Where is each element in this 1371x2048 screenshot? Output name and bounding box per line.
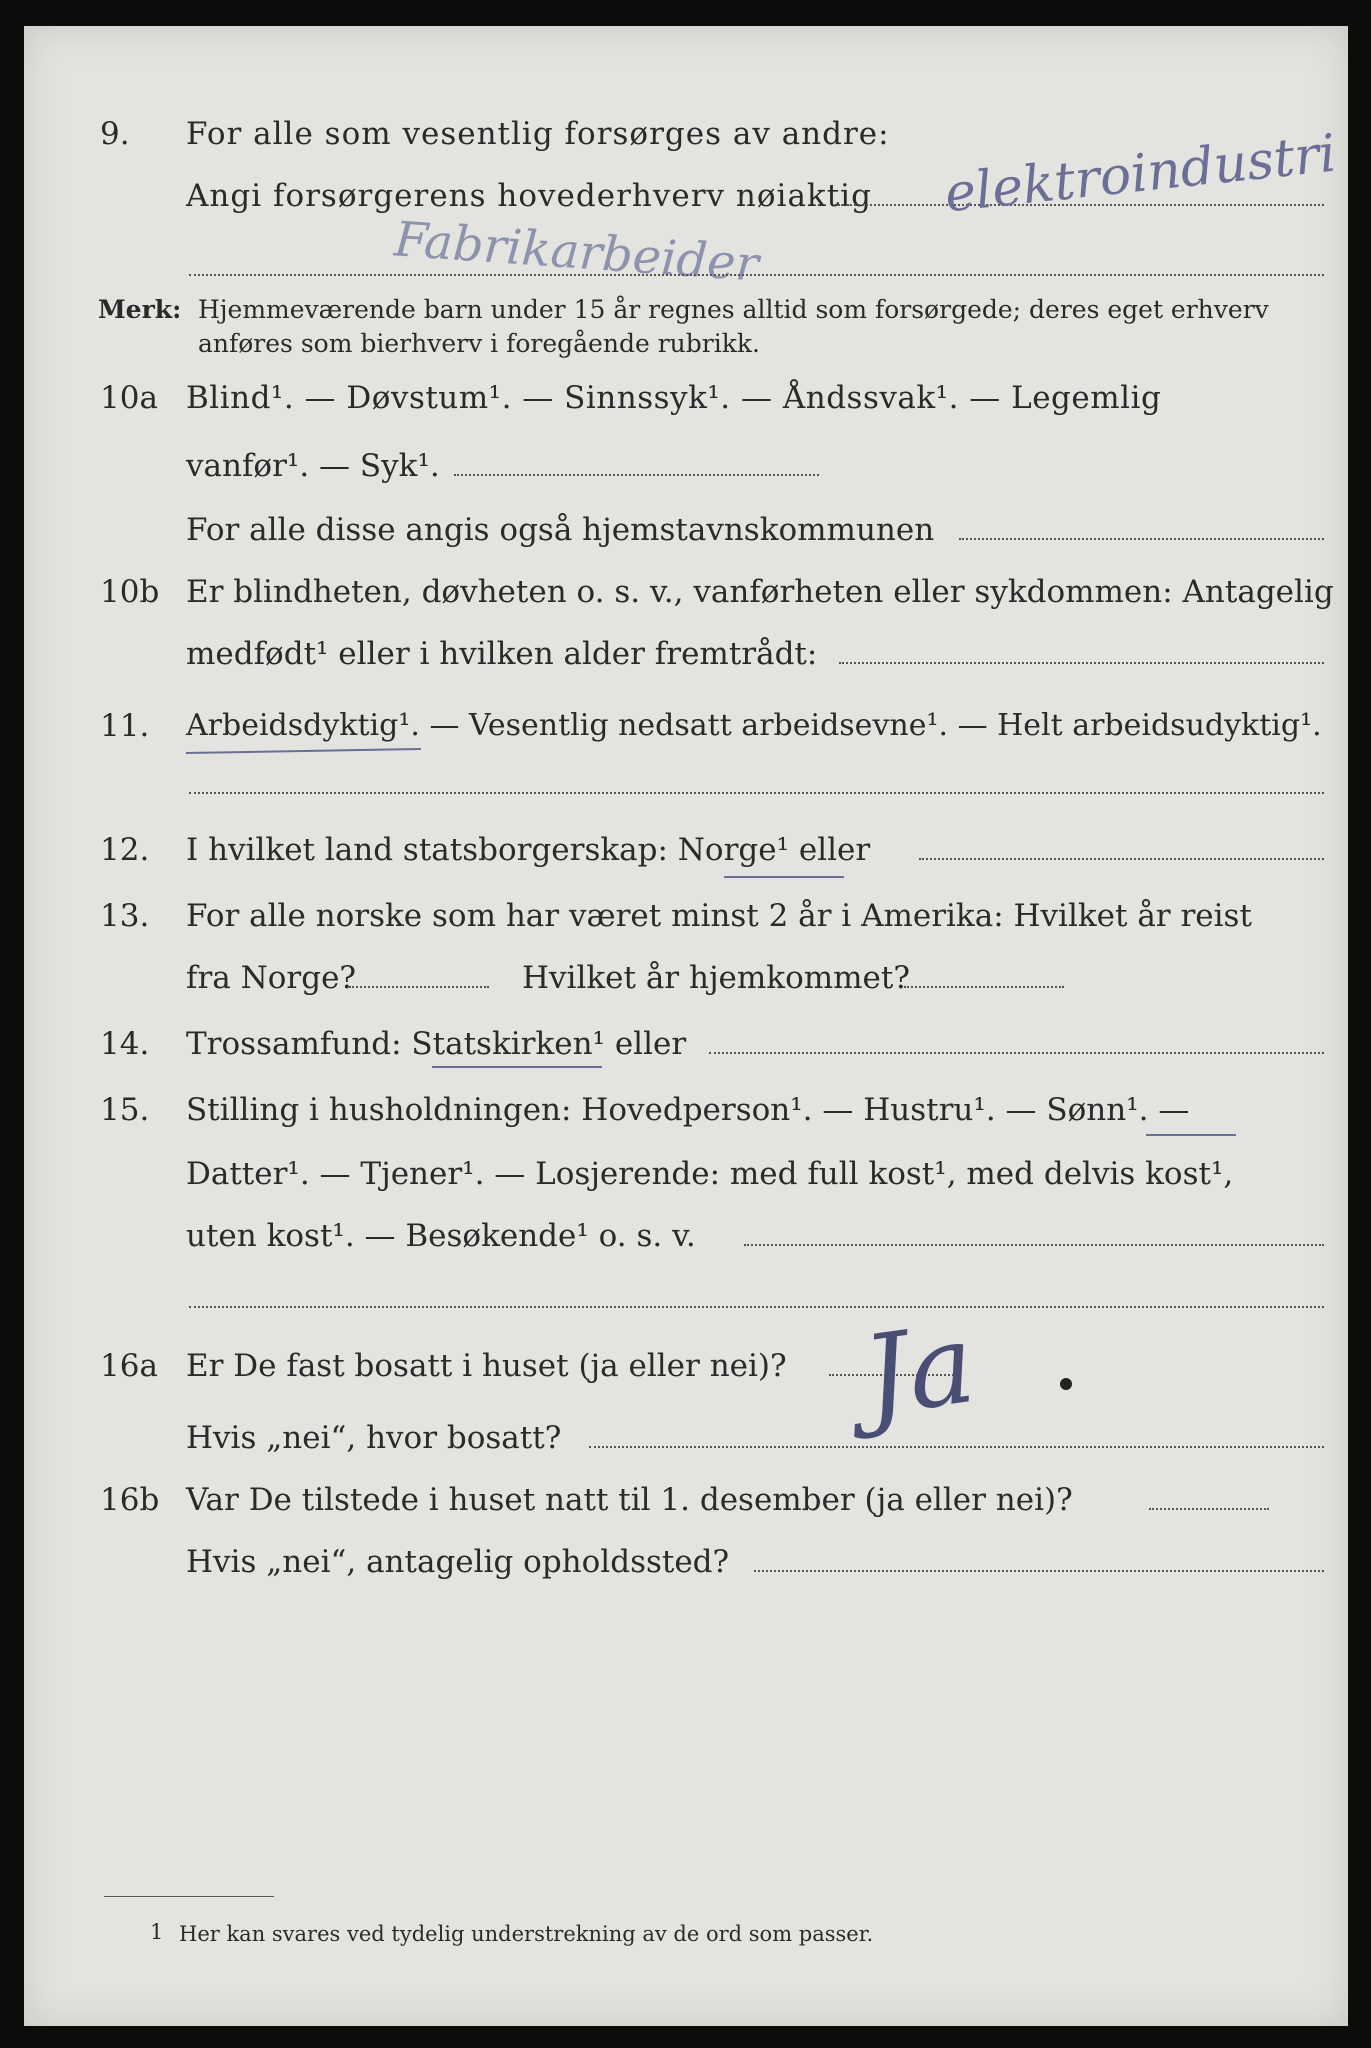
merk-text1: Hjemmeværende barn under 15 år regnes alltid som forsørgede; deres eget erhverv — [198, 295, 1269, 324]
q10a-syk-dots — [454, 474, 819, 476]
q16a-handwritten-answer: Ja — [855, 1298, 983, 1442]
q11-hand-underline — [186, 748, 421, 754]
q16a-text1: Er De fast bosatt i huset (ja eller nei)? — [186, 1348, 787, 1384]
q9-text1: For alle som vesentlig forsørges av andre: — [186, 116, 890, 152]
q11-number: 11. — [100, 708, 150, 744]
q10a-number: 10a — [100, 380, 158, 416]
footnote-text: Her kan svares ved tydelig understrekning av de ord som passer. — [179, 1922, 874, 1946]
q10a-hjemstav-dots — [959, 538, 1324, 540]
q16b-text1: Var De tilstede i huset natt til 1. desember (ja eller nei)? — [186, 1482, 1073, 1518]
q15-dots — [744, 1244, 1324, 1246]
q9-handwritten-answer2: Fabrikarbeider — [392, 211, 761, 293]
q12-text1: I hvilket land statsborgerskap: Norge¹ eller — [186, 832, 871, 868]
q13-text2b: Hvilket år hjemkommet? — [522, 960, 910, 996]
q16a-bosatt-dots — [589, 1446, 1324, 1448]
merk-label: Merk: — [98, 295, 182, 324]
q10b-text1: Er blindheten, døvheten o. s. v., vanførheten eller sykdommen: Antagelig — [186, 574, 1334, 610]
q14-number: 14. — [100, 1026, 150, 1062]
merk-text2: anføres som bierhverv i foregående rubrikk. — [198, 329, 760, 358]
q10b-number: 10b — [100, 574, 160, 610]
census-form-page — [24, 26, 1348, 2026]
q13-text1: For alle norske som har været minst 2 år i Amerika: Hvilket år reist — [186, 898, 1252, 934]
q15-number: 15. — [100, 1092, 150, 1128]
q11-text1: Arbeidsdyktig¹. — Vesentlig nedsatt arbeidsevne¹. — Helt arbeidsudyktig¹. — [186, 708, 1322, 743]
q9-second-dots — [189, 274, 1324, 276]
q12-hand-underline — [724, 876, 844, 878]
q10a-text2: vanfør¹. — Syk¹. — [186, 448, 440, 484]
footnote-rule — [104, 1896, 274, 1897]
q16b-number: 16b — [100, 1482, 160, 1518]
q15-hand-underline — [1146, 1134, 1236, 1136]
q15-text3: uten kost¹. — Besøkende¹ o. s. v. — [186, 1218, 696, 1254]
q12-dots — [919, 858, 1324, 860]
q10b-dots — [839, 662, 1324, 664]
q15-second-dots — [189, 1306, 1324, 1308]
q13-text2a: fra Norge? — [186, 960, 357, 996]
ink-dot — [1060, 1378, 1072, 1390]
footnote-mark: 1 — [150, 1920, 164, 1944]
q9-text2: Angi forsørgerens hovederhverv nøiaktig — [186, 178, 872, 214]
q16b-opholdssted-dots — [754, 1570, 1324, 1572]
q16b-dots — [1149, 1508, 1269, 1510]
q10a-text1: Blind¹. — Døvstum¹. — Sinnssyk¹. — Åndssvak¹. — Legemlig — [186, 380, 1162, 416]
q15-text2: Datter¹. — Tjener¹. — Losjerende: med full kost¹, med delvis kost¹, — [186, 1156, 1234, 1192]
q14-text1: Trossamfund: Statskirken¹ eller — [186, 1026, 687, 1062]
q10a-text3: For alle disse angis også hjemstavnskommunen — [186, 512, 935, 548]
q15-text1: Stilling i husholdningen: Hovedperson¹. — Hustru¹. — Sønn¹. — — [186, 1092, 1190, 1128]
q9-number: 9. — [100, 116, 130, 152]
q16b-text2: Hvis „nei“, antagelig opholdssted? — [186, 1544, 730, 1580]
q13-reist-dots — [349, 986, 489, 988]
q9-handwritten-answer1: elektroindustri — [941, 123, 1339, 225]
q12-number: 12. — [100, 832, 150, 868]
q16a-text2: Hvis „nei“, hvor bosatt? — [186, 1420, 562, 1456]
q13-number: 13. — [100, 898, 150, 934]
q14-hand-underline — [432, 1066, 602, 1068]
q13-hjemkommet-dots — [904, 986, 1064, 988]
q16a-number: 16a — [100, 1348, 158, 1384]
q11-dots — [189, 792, 1324, 794]
q14-dots — [709, 1052, 1324, 1054]
q10b-text2: medfødt¹ eller i hvilken alder fremtrådt: — [186, 636, 818, 672]
